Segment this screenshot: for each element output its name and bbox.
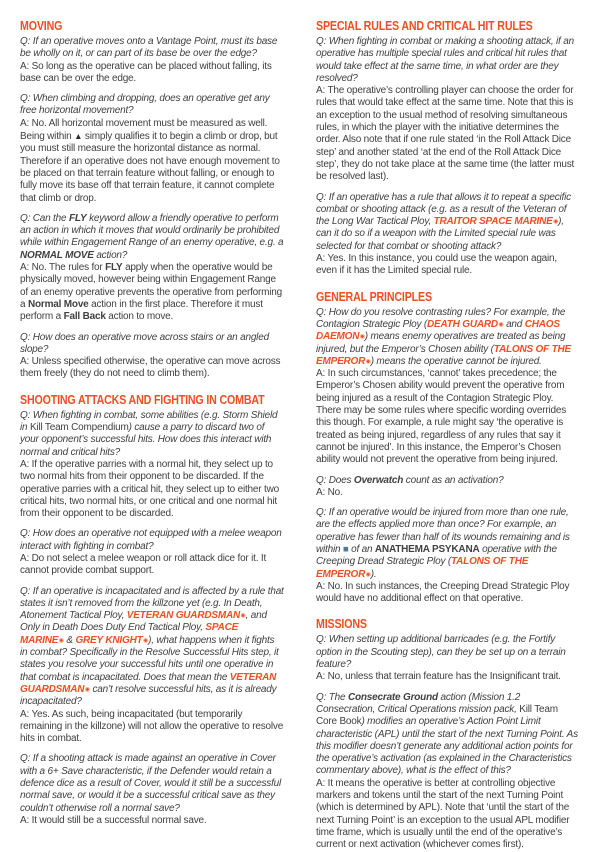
answer-text	[20, 459, 284, 520]
qa-block	[316, 634, 580, 683]
answer-text	[316, 581, 580, 606]
text-segment: TALONS OF THE EMPEROR	[316, 556, 529, 580]
answer-text	[316, 368, 580, 466]
text-segment: Kill Team Compendium	[29, 422, 129, 434]
text-segment: Q: How does an operative not equipped with a melee weapon interact with fighting in combat?	[20, 528, 282, 552]
text-segment: simply qualifies it to begin a climb or drop, but you must still measure the horizontal distance as normal. Therefore if an operative does not have enough movement to be placed on that terrain feature without falling, or enough to fully move its base off that terrain feature, it cannot complete that climb or drop.	[20, 131, 280, 204]
text-segment: A: It means the operative is better at controlling objective markers and tokens until the start of the next Turning Point (which is determined by APL). Note that ‘until the start of the next Turning Point’ is an exception to the usual APL modifier time frame, which is usually until the end of the operative’s current or next activation (whichever comes first).	[316, 777, 570, 851]
qa-block	[316, 192, 580, 278]
text-segment: A: It would still be a successful normal save.	[20, 814, 207, 826]
faction-symbol: ◉	[553, 219, 559, 226]
column-left	[20, 15, 284, 826]
text-segment: ) modifies an operative’s Action Point Limit characteristic (APL) until the start of the next Turning Point. As this modifier doesn’t generate any additional action points for the operative’s activation (as explained in the Characteristics commentary above), what is the effect of this?	[316, 716, 578, 777]
answer-text	[316, 487, 580, 499]
text-segment: A: Do not select a melee weapon or roll attack dice for it. It cannot provide combat support.	[20, 552, 267, 577]
qa-block	[20, 213, 284, 324]
text-segment: CHAOS DAEMON	[316, 318, 560, 343]
text-segment: NORMAL MOVE	[20, 249, 94, 261]
text-segment: ).	[370, 568, 377, 580]
question-text	[20, 586, 284, 709]
faq-section	[316, 616, 580, 851]
text-segment: Q: When setting up additional barricades (e.g. the Fortify option in the Scouting step), can they be set up on a terrain feature?	[316, 634, 566, 671]
text-segment: DEATH GUARD	[426, 318, 498, 330]
text-segment: Q: If a shooting attack is made against an operative in Cover with a 6+ Save characteristic, if the Defender would retain a defence dice as a result of Cover, would it still be a successful normal save, or would it be a successful critical save as they couldn’t otherwise roll a normal save?	[20, 753, 282, 814]
section-heading: MOVING	[20, 18, 63, 33]
question-text	[316, 475, 580, 487]
text-segment: ) means the operative cannot be injured.	[370, 355, 542, 367]
question-text	[316, 36, 580, 85]
text-segment: A: Unless specified otherwise, the operative can move across them freely (they do not need to climb them).	[20, 356, 281, 380]
qa-block	[316, 507, 580, 605]
answer-text	[20, 118, 284, 205]
faction-symbol: ◉	[143, 637, 149, 644]
text-segment: Q: When climbing and dropping, does an operative get any free horizontal movement?	[20, 93, 270, 117]
text-segment: keyword allow a friendly operative to perform an action in which it moves that would ordinarily be prohibited while within Engagement Range of an enemy operative, e.g. a	[20, 212, 284, 249]
faq-section	[20, 18, 284, 381]
text-segment: Q: If an operative would be injured from more than one rule, are the effects applied more than once? For example, an operative has fewer than half of its wounds remaining and is within	[316, 507, 570, 555]
qa-block	[20, 753, 284, 827]
answer-text	[20, 709, 284, 746]
question-text	[316, 192, 580, 253]
answer-text	[20, 356, 284, 381]
faction-symbol: ◉	[498, 321, 504, 328]
faction-symbol: ◉	[240, 613, 246, 620]
text-segment: ANATHEMA PSYKANA	[374, 543, 480, 555]
text-segment: Q: If an operative moves onto a Vantage Point, must its base be wholly on it, or can part of its base be over the edge?	[20, 36, 278, 60]
text-segment: TRAITOR SPACE MARINE	[433, 216, 553, 228]
answer-text	[20, 553, 284, 578]
question-text	[20, 528, 284, 553]
text-segment: ) means enemy operatives are treated as being injured, but the Emperor’s Chosen ability (	[316, 331, 566, 355]
text-segment: Q: When fighting in combat or making a shooting attack, if an operative has multiple special rules and critical hit rules that would take effect at the same time, in what order are they resolved?	[316, 36, 574, 84]
text-segment: Q: Does	[316, 474, 354, 486]
text-segment: A: No. All horizontal movement must be measured as well. Being within	[20, 117, 268, 143]
question-text	[316, 692, 580, 778]
answer-text	[20, 262, 284, 323]
question-text	[20, 36, 284, 61]
text-segment: Consecrate Ground	[347, 691, 438, 703]
question-text	[316, 307, 580, 368]
text-segment: Kill Team Core Book	[316, 703, 558, 728]
text-segment: and	[503, 318, 525, 330]
text-segment: ) cause a parry to discard two of your opponent’s successful hits. How does this interact with normal and critical hits?	[20, 422, 272, 458]
text-segment: Q: If an operative is incapacitated and is affected by a rule that states it isn’t removed from the killzone yet (e.g. In Death, Atonement Tactical Ploy,	[20, 585, 284, 622]
question-text	[20, 753, 284, 814]
text-segment: SPACE MARINE	[20, 622, 239, 646]
text-segment: GREY KNIGHT	[75, 634, 143, 646]
question-text	[316, 634, 580, 671]
text-segment: action (Mission 1.2 Consecration, Critical Operations mission pack,	[316, 691, 521, 715]
text-segment: &	[63, 634, 76, 646]
qa-block	[20, 36, 284, 85]
text-segment: Fall Back	[63, 311, 106, 323]
text-segment: Q: When fighting in combat, some abilities (e.g. Storm Shield in	[20, 409, 278, 434]
text-segment: A: No. The rules for	[20, 262, 106, 274]
faction-symbol: ◉	[365, 358, 371, 365]
answer-text	[316, 778, 580, 852]
text-segment: action to move.	[105, 311, 174, 323]
text-segment: A: Yes. As such, being incapacitated (but temporarily remaining in the killzone) will not allow the operative to resolve hits in combat.	[20, 708, 284, 745]
qa-block	[20, 332, 284, 381]
answer-text	[316, 671, 580, 683]
text-segment: VETERAN GUARDSMAN	[20, 671, 277, 695]
text-segment: ), can it do so if a weapon with the Limited special rule was selected for that combat or shooting attack?	[316, 216, 564, 252]
qa-block	[316, 692, 580, 852]
qa-block	[316, 36, 580, 184]
text-segment: Q: How do you resolve contrasting rules? For example, the Contagion Strategic Ploy (	[316, 306, 566, 330]
text-segment: TALONS OF THE EMPEROR	[316, 343, 572, 367]
answer-text	[20, 815, 284, 827]
faction-symbol: ◉	[359, 334, 365, 341]
triangle-symbol: ▲	[74, 131, 83, 142]
text-segment: A: The operative’s controlling player can choose the order for rules that would take effect at the same time. Note that this is an exception to the usual method of resolving simultaneous rules, in which the player with the initiative determines the order. Also note that if one rule stated ‘in the Roll Attack Dice step’ and another stated ‘at the end of the Roll Attack Dice step’, they do not take place at the same time (the latter must be resolved last).	[316, 85, 575, 183]
text-segment: count as an activation?	[403, 474, 504, 486]
section-heading: MISSIONS	[316, 616, 367, 632]
faction-symbol: ◉	[365, 571, 371, 578]
text-segment: A: So long as the operative can be placed without falling, its base can be over the edge.	[20, 60, 272, 84]
text-segment: , and Only in Death Does Duty End Tactical Ploy,	[20, 610, 267, 634]
qa-block	[20, 93, 284, 205]
text-segment: Overwatch	[353, 474, 404, 486]
question-text	[316, 507, 580, 581]
question-text	[20, 410, 284, 459]
text-segment: ), what happens when it fights in combat? Specifically in the Resolve Successful Hits step, it states you resolve your successful hits until one operative in that combat is incapacitated. Does that mean the	[20, 634, 279, 683]
faq-section	[20, 392, 284, 828]
text-segment: FLY	[68, 212, 87, 224]
text-segment: of an	[348, 543, 375, 555]
text-segment: A: Yes. In this instance, you could use the weapon again, even if it has the Limited special rule.	[316, 253, 557, 277]
text-segment: Q: How does an operative move across stairs or an angled slope?	[20, 331, 269, 355]
text-segment: A: No.	[316, 486, 343, 498]
column-right	[316, 15, 580, 851]
faction-symbol: ◉	[58, 637, 64, 644]
text-segment: Q: Can the	[20, 212, 69, 224]
answer-text	[20, 61, 284, 86]
text-segment: Q: The	[316, 691, 348, 703]
text-segment: can’t resolve successful hits, as it is already incapacitated?	[20, 683, 277, 708]
faction-symbol: ◉	[84, 686, 90, 693]
question-text	[20, 93, 284, 118]
qa-block	[316, 475, 580, 500]
section-heading: GENERAL PRINCIPLES	[316, 288, 432, 304]
text-segment: Q: If an operative has a rule that allows it to repeat a specific combat or shooting attack (e.g. as a result of the Veteran of the Long War Tactical Ploy,	[316, 191, 571, 228]
qa-block	[20, 586, 284, 746]
section-heading: SPECIAL RULES AND CRITICAL HIT RULES	[316, 18, 533, 33]
question-text	[20, 332, 284, 357]
text-segment: Normal Move	[27, 298, 89, 310]
faq-section	[316, 289, 580, 606]
qa-block	[20, 410, 284, 521]
text-segment: A: In such circumstances, ‘cannot’ takes precedence; the Emperor’s Chosen ability would prevent the operative from being injured as a result of the Contagion Strategic Ploy. There may be some rules where specific wording overrides this though. For example, a rule might say ‘the operative is treated as being injured, regardless of any rules that say it cannot be injured’. In this instance, the Emperor’s Chosen ability would not prevent the operative from being injured.	[316, 368, 567, 466]
text-segment: VETERAN GUARDSMAN	[126, 610, 241, 622]
text-segment: A: No, unless that terrain feature has the Insignificant trait.	[316, 671, 561, 683]
section-heading: SHOOTING ATTACKS AND FIGHTING IN COMBAT	[20, 391, 265, 407]
text-segment: action in the first place. Therefore it must perform a	[20, 298, 263, 323]
answer-text	[316, 85, 580, 183]
answer-text	[316, 253, 580, 278]
text-segment: A: If the operative parries with a normal hit, they select up to two normal hits from their opponent to be discarded. If the operative parries with a critical hit, they select up to either two critical hits, two normal hits, or one critical and one normal hit from their opponent to be discarded.	[20, 458, 279, 520]
question-text	[20, 213, 284, 262]
text-segment: A: No. In such instances, the Creeping Dread Strategic Ploy would have no additional effect on that operative.	[316, 580, 570, 605]
qa-block	[20, 528, 284, 577]
qa-block	[316, 307, 580, 467]
text-segment: operative with the Creeping Dread Strategic Ploy (	[316, 543, 557, 568]
text-segment: FLY	[105, 262, 123, 274]
text-segment: action?	[93, 249, 128, 261]
text-segment: apply when the operative would be physically moved, however being within Engagement Range of an enemy operative prevents the operative from performing a	[20, 262, 283, 310]
faq-section	[316, 18, 580, 278]
square-symbol: ■	[342, 543, 349, 555]
